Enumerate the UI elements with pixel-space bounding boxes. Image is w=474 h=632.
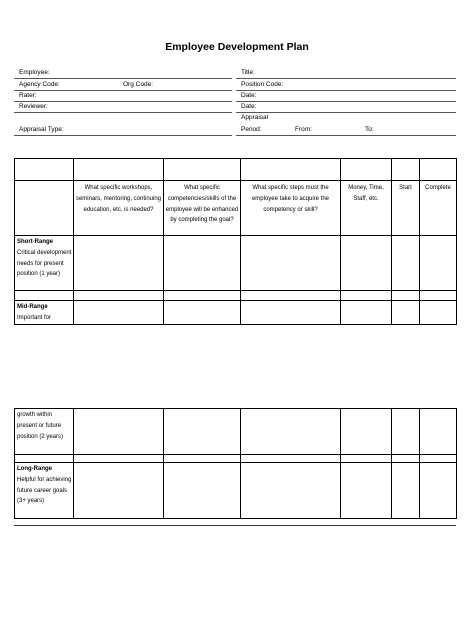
table-cell[interactable] bbox=[341, 291, 392, 301]
table-cell[interactable] bbox=[420, 455, 457, 463]
from-label: From: bbox=[295, 126, 312, 133]
reviewer-field[interactable] bbox=[14, 112, 232, 113]
short-range-description: Critical development needs for present position (1 year) bbox=[17, 249, 72, 278]
table-cell[interactable] bbox=[164, 455, 241, 463]
table-cell[interactable] bbox=[392, 291, 420, 301]
column-header-complete: Complete bbox=[420, 181, 457, 236]
table-cell[interactable] bbox=[392, 236, 420, 291]
agency-code-label: Agency Code: bbox=[19, 81, 60, 88]
table-cell[interactable] bbox=[164, 463, 241, 519]
org-code-label: Org Code: bbox=[123, 81, 153, 88]
appraisal-label: Appraisal bbox=[241, 114, 269, 121]
short-range-sub-row bbox=[15, 291, 457, 301]
table-cell[interactable] bbox=[74, 159, 164, 181]
short-range-row bbox=[15, 236, 457, 291]
table-cell[interactable] bbox=[241, 236, 341, 291]
column-header-training: What specific workshops, seminars, mentoring, continuing education, etc. is needed? bbox=[74, 181, 164, 236]
table-cell[interactable] bbox=[420, 236, 457, 291]
table-cell[interactable] bbox=[341, 463, 392, 519]
table-cell[interactable] bbox=[341, 301, 392, 325]
table-cell bbox=[15, 455, 74, 463]
short-range-title: Short-Range bbox=[17, 239, 53, 245]
table-cell[interactable] bbox=[164, 409, 241, 455]
table-cell[interactable] bbox=[420, 159, 457, 181]
period-label: Period: bbox=[241, 126, 262, 133]
column-header-row bbox=[15, 181, 457, 236]
appraisal-type-label: Appraisal Type: bbox=[19, 126, 64, 133]
table-cell[interactable] bbox=[341, 236, 392, 291]
development-plan-table bbox=[14, 158, 457, 325]
table-cell[interactable] bbox=[420, 409, 457, 455]
table-cell[interactable] bbox=[341, 455, 392, 463]
column-header-competencies: What specific competencies/skills of the employee will be enhanced by completing the goal? bbox=[164, 181, 241, 236]
table-cell[interactable] bbox=[341, 409, 392, 455]
date-label-2: Date: bbox=[241, 103, 257, 110]
short-range-label bbox=[15, 236, 74, 291]
table-cell[interactable] bbox=[420, 291, 457, 301]
employee-label: Employee: bbox=[19, 69, 50, 76]
appraisal-type-field[interactable] bbox=[14, 135, 232, 136]
title-field[interactable] bbox=[236, 78, 456, 79]
bottom-divider bbox=[14, 525, 456, 526]
table-cell[interactable] bbox=[74, 409, 164, 455]
table-cell[interactable] bbox=[164, 301, 241, 325]
table-cell[interactable] bbox=[74, 301, 164, 325]
date-label-1: Date: bbox=[241, 92, 257, 99]
mid-range-continued-row bbox=[15, 409, 457, 455]
table-cell[interactable] bbox=[420, 301, 457, 325]
table-cell[interactable] bbox=[392, 301, 420, 325]
rater-field[interactable] bbox=[14, 101, 232, 102]
period-field[interactable] bbox=[236, 135, 456, 136]
column-header-resources: Money, Time, Staff, etc. bbox=[341, 181, 392, 236]
table-cell[interactable] bbox=[74, 463, 164, 519]
table-cell[interactable] bbox=[74, 455, 164, 463]
table-cell[interactable] bbox=[74, 291, 164, 301]
position-code-label: Position Code: bbox=[241, 81, 284, 88]
table-cell[interactable] bbox=[392, 455, 420, 463]
mid-range-row bbox=[15, 301, 457, 325]
table-cell[interactable] bbox=[241, 291, 341, 301]
date-field-2[interactable] bbox=[236, 112, 456, 113]
table-cell[interactable] bbox=[164, 236, 241, 291]
title-label: Title: bbox=[241, 69, 255, 76]
rater-label: Rater: bbox=[19, 92, 37, 99]
mid-range-description-continued: growth within present or future position (2 years) bbox=[15, 409, 74, 455]
table-cell[interactable] bbox=[241, 463, 341, 519]
table-cell[interactable] bbox=[74, 236, 164, 291]
blank-header-row bbox=[15, 159, 457, 181]
agency-code-field[interactable] bbox=[14, 90, 232, 91]
long-range-title: Long-Range bbox=[17, 466, 52, 472]
date-field-1[interactable] bbox=[236, 101, 456, 102]
reviewer-label: Reviewer: bbox=[19, 103, 48, 110]
to-label: To: bbox=[365, 126, 374, 133]
table-cell[interactable] bbox=[392, 409, 420, 455]
long-range-row bbox=[15, 463, 457, 519]
table-cell[interactable] bbox=[241, 409, 341, 455]
column-header-steps: What specific steps must the employee take to acquire the competency or skill? bbox=[241, 181, 341, 236]
column-header-start: Start bbox=[392, 181, 420, 236]
long-range-label bbox=[15, 463, 74, 519]
table-cell[interactable] bbox=[241, 159, 341, 181]
position-code-field[interactable] bbox=[236, 90, 456, 91]
table-cell[interactable] bbox=[15, 159, 74, 181]
table-cell[interactable] bbox=[241, 455, 341, 463]
development-plan-table-continued bbox=[14, 408, 457, 519]
table-cell bbox=[15, 181, 74, 236]
mid-range-sub-row bbox=[15, 455, 457, 463]
table-cell[interactable] bbox=[420, 463, 457, 519]
mid-range-label bbox=[15, 301, 74, 325]
table-cell[interactable] bbox=[341, 159, 392, 181]
table-cell bbox=[15, 291, 74, 301]
employee-field[interactable] bbox=[14, 78, 232, 79]
table-cell[interactable] bbox=[392, 463, 420, 519]
table-cell[interactable] bbox=[392, 159, 420, 181]
table-cell[interactable] bbox=[241, 301, 341, 325]
mid-range-description: Important for bbox=[17, 314, 52, 321]
long-range-description: Helpful for achieving future career goals (3+ years) bbox=[17, 476, 72, 505]
table-cell[interactable] bbox=[164, 159, 241, 181]
table-cell[interactable] bbox=[164, 291, 241, 301]
page-title: Employee Development Plan bbox=[165, 41, 309, 53]
mid-range-title: Mid-Range bbox=[17, 304, 48, 310]
